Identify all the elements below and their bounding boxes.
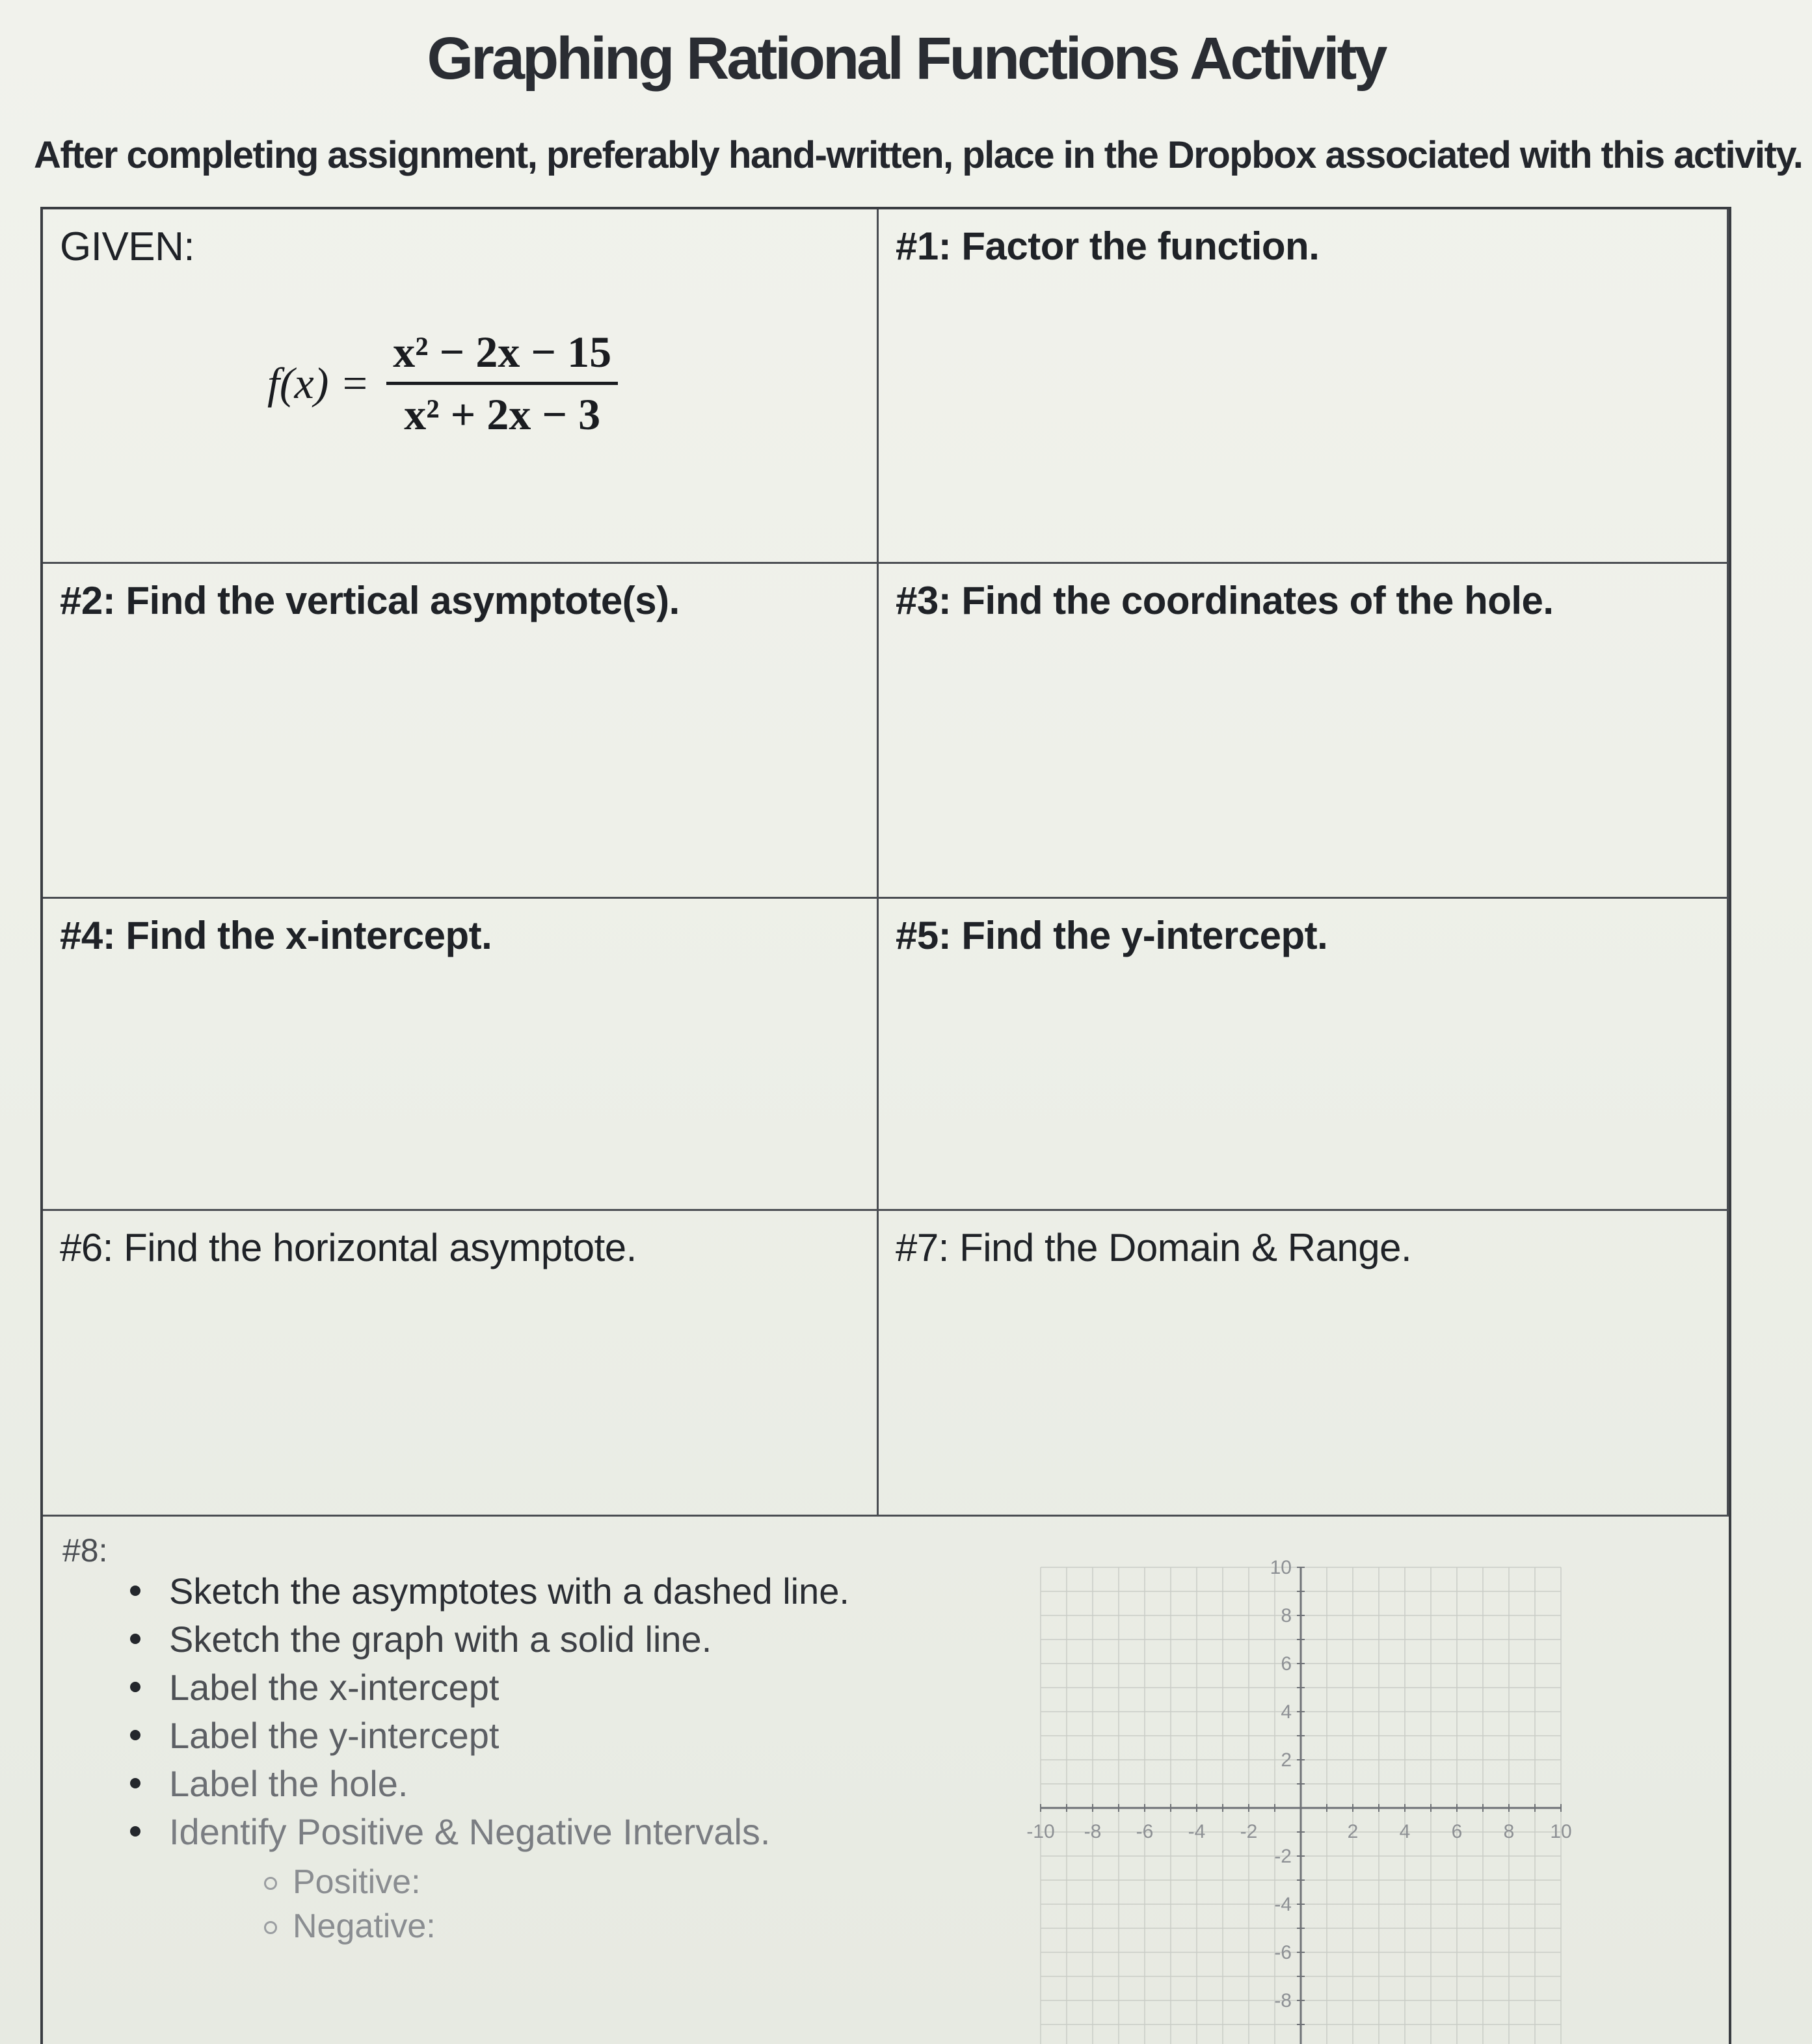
bullet-icon: [130, 1778, 140, 1788]
given-formula: [267, 326, 618, 440]
list-item: Negative:: [293, 1904, 436, 1948]
q7-cell: [879, 1211, 1729, 1517]
q7-label: #7: Find the Domain & Range.: [896, 1226, 1412, 1269]
bullet-icon: [130, 1730, 140, 1740]
list-item: Sketch the graph with a solid line.: [169, 1615, 849, 1664]
fraction: [386, 326, 618, 440]
bullet-icon: [130, 1826, 140, 1837]
y-tick-label: 4: [1281, 1701, 1292, 1723]
x-tick-label: -10: [1026, 1821, 1055, 1842]
given-label: GIVEN:: [60, 224, 195, 269]
y-tick-label: -8: [1274, 1990, 1292, 2011]
list-item: Sketch the asymptotes with a dashed line.: [169, 1567, 849, 1615]
q6-cell: [43, 1211, 879, 1517]
y-tick-label: -6: [1274, 1942, 1292, 1963]
x-tick-label: -2: [1240, 1821, 1258, 1842]
x-tick-label: 6: [1451, 1821, 1463, 1842]
q8-bullet-list: [169, 1567, 849, 1856]
y-tick-label: 8: [1281, 1605, 1292, 1626]
q4-cell: [43, 899, 879, 1211]
x-tick-label: -6: [1136, 1821, 1154, 1842]
list-item: Label the y-intercept: [169, 1712, 849, 1760]
q2-cell: [43, 564, 879, 899]
q3-cell: [879, 564, 1729, 899]
y-tick-label: 10: [1270, 1557, 1292, 1578]
sub-bullet-icon: [264, 1921, 277, 1934]
coordinate-grid: [1015, 1548, 1587, 2044]
list-item: Identify Positive & Negative Intervals.: [169, 1808, 849, 1856]
y-tick-label: -2: [1274, 1846, 1292, 1867]
function-name: f(x) =: [267, 358, 370, 408]
x-tick-label: 10: [1550, 1821, 1572, 1842]
x-tick-label: 8: [1503, 1821, 1515, 1842]
q8-label: #8:: [62, 1532, 108, 1569]
bullet-icon: [130, 1682, 140, 1692]
numerator: x² − 2x − 15: [393, 327, 612, 377]
instructions-text: After completing assignment, preferably hand-written, place in the Dropbox associated with this activity.: [34, 134, 1803, 176]
bullet-icon: [130, 1634, 140, 1644]
q6-label: #6: Find the horizontal asymptote.: [60, 1226, 637, 1269]
q1-label: #1: Factor the function.: [896, 224, 1320, 268]
q5-label: #5: Find the y-intercept.: [896, 914, 1328, 957]
x-tick-label: -4: [1188, 1821, 1206, 1842]
y-tick-label: -4: [1274, 1894, 1292, 1915]
list-item: Label the hole.: [169, 1760, 849, 1808]
page-title: Graphing Rational Functions Activity: [427, 25, 1385, 92]
x-tick-label: -8: [1084, 1821, 1102, 1842]
q2-label: #2: Find the vertical asymptote(s).: [60, 579, 680, 622]
y-tick-label: 6: [1281, 1653, 1292, 1675]
x-tick-label: 2: [1347, 1821, 1359, 1842]
denominator: x² + 2x − 3: [404, 390, 601, 439]
list-item: Positive:: [293, 1860, 436, 1904]
q3-label: #3: Find the coordinates of the hole.: [896, 579, 1554, 622]
q1-cell: [879, 209, 1729, 564]
y-tick-label: 2: [1281, 1749, 1292, 1771]
given-cell: [43, 209, 879, 564]
list-item: Label the x-intercept: [169, 1664, 849, 1712]
q4-label: #4: Find the x-intercept.: [60, 914, 492, 957]
bullet-icon: [130, 1586, 140, 1596]
q8-sub-bullet-list: [293, 1860, 436, 1948]
q5-cell: [879, 899, 1729, 1211]
sub-bullet-icon: [264, 1877, 277, 1890]
x-tick-label: 4: [1399, 1821, 1411, 1842]
